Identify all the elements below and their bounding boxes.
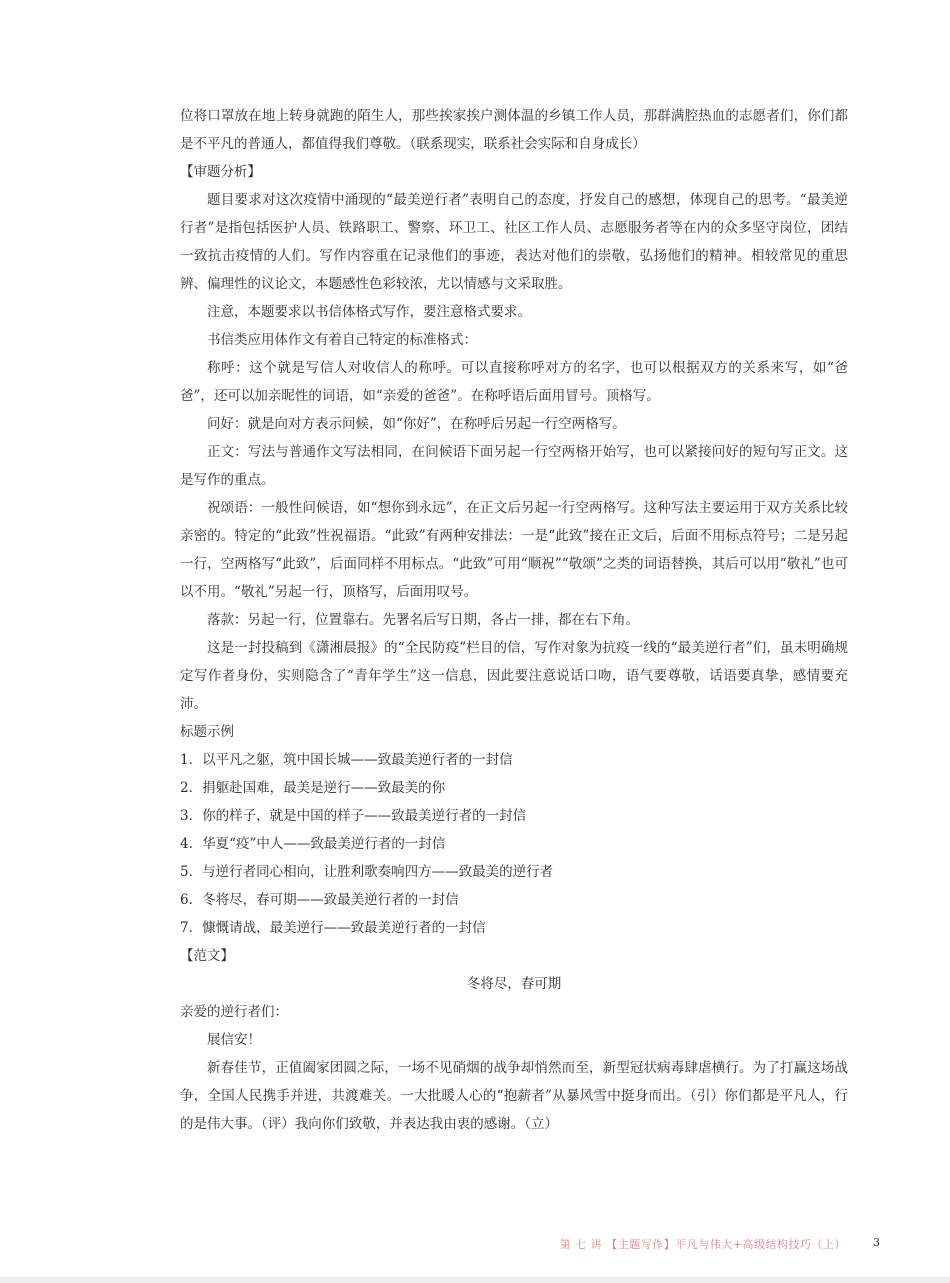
page-bottom-edge <box>0 1277 950 1283</box>
title-example: 4．华夏“疫”中人——致最美逆行者的一封信 <box>180 836 446 852</box>
format-intro: 书信类应用体作文有着自己特定的标准格式： <box>207 332 477 348</box>
sample-greeting: 展信安！ <box>207 1032 261 1048</box>
title-example: 3．你的样子，就是中国的样子——致最美逆行者的一封信 <box>180 808 527 824</box>
title-example: 1．以平凡之躯，筑中国长城——致最美逆行者的一封信 <box>180 752 513 768</box>
title-example: 6．冬将尽，春可期——致最美逆行者的一封信 <box>180 892 459 908</box>
format-signature: 落款：另起一行，位置靠右。先署名后写日期，各占一排，都在右下角。 <box>207 612 639 628</box>
format-note: 注意，本题要求以书信体格式写作，要注意格式要求。 <box>207 304 531 320</box>
section-heading-sample: 【范文】 <box>180 948 234 964</box>
section-heading-analysis: 【审题分析】 <box>180 164 261 180</box>
sample-essay-title: 冬将尽，春可期 <box>466 976 562 992</box>
format-closing: 祝颂语：一般性问候语，如“想你到永远”，在正文后另起一行空两格写。这种写法主要运用于双方关系比较亲密的。特定的“此致”性祝福语。“此致”有两种安排法：一是“此致”接在正文后，后面不用标点符号；二是另起一行，空两格写“此致”，后面同样不用标点。“此致”可用“顺祝”“敬颂”之类的词语替换，其后可以用“敬礼”也可以不用。“敬礼”另起一行，顶格写，后面用叹号。 <box>180 500 848 600</box>
format-body: 正文：写法与普通作文写法相同，在问候语下面另起一行空两格开始写，也可以紧接问好的短句写正文。这是写作的重点。 <box>180 444 848 488</box>
continued-paragraph: 位将口罩放在地上转身就跑的陌生人，那些挨家挨户测体温的乡镇工作人员，那群满腔热血的志愿者们，你们都是不平凡的普通人，都值得我们尊敬。（联系现实，联系社会实际和自身成长） <box>180 108 848 152</box>
title-example: 5．与逆行者同心相向，让胜利歌奏响四方——致最美的逆行者 <box>180 864 554 880</box>
task-context: 这是一封投稿到《潇湘晨报》的“全民防疫”栏目的信，写作对象为抗疫一线的“最美逆行者”们，虽未明确规定写作者身份，实则隐含了“青年学生”这一信息，因此要注意说话口吻，语气要尊敬，话语要真挚，感情要充沛。 <box>180 640 848 712</box>
footer-lecture-title: 第 七 讲 【主题写作】平凡与伟大+高级结构技巧（上） <box>559 1238 846 1251</box>
sample-salutation: 亲爱的逆行者们： <box>180 1004 288 1020</box>
analysis-paragraph: 题目要求对这次疫情中涌现的“最美逆行者”表明自己的态度，抒发自己的感想，体现自己的思考。“最美逆行者”是指包括医护人员、铁路职工、警察、环卫工、社区工作人员、志愿服务者等在内的众多坚守岗位，团结一致抗击疫情的人们。写作内容重在记录他们的事迹，表达对他们的崇敬，弘扬他们的精神。相较常见的重思辨、偏理性的议论文，本题感性色彩较浓，尤以情感与文采取胜。 <box>180 192 848 292</box>
page-number: 3 <box>873 1236 880 1249</box>
format-salutation: 称呼：这个就是写信人对收信人的称呼。可以直接称呼对方的名字，也可以根据双方的关系来写，如“爸爸”，还可以加亲昵性的词语，如“亲爱的爸爸”。在称呼语后面用冒号。顶格写。 <box>180 360 848 404</box>
sample-body-paragraph: 新春佳节，正值阖家团圆之际，一场不见硝烟的战争却悄然而至，新型冠状病毒肆虐横行。为了打赢这场战争，全国人民携手并进，共渡难关。一大批暖人心的“抱薪者”从暴风雪中挺身而出。（引）你们都是平凡人，行的是伟大事。（评）我向你们致敬，并表达我由衷的感谢。（立） <box>180 1060 848 1132</box>
format-greeting: 问好：就是向对方表示问候，如“你好”，在称呼后另起一行空两格写。 <box>207 416 626 432</box>
title-example: 7．慷慨请战，最美逆行——致最美逆行者的一封信 <box>180 920 486 936</box>
page-body <box>180 102 848 1138</box>
title-example: 2．捐躯赴国难，最美是逆行——致最美的你 <box>180 780 446 796</box>
title-examples-heading: 标题示例 <box>180 724 234 740</box>
